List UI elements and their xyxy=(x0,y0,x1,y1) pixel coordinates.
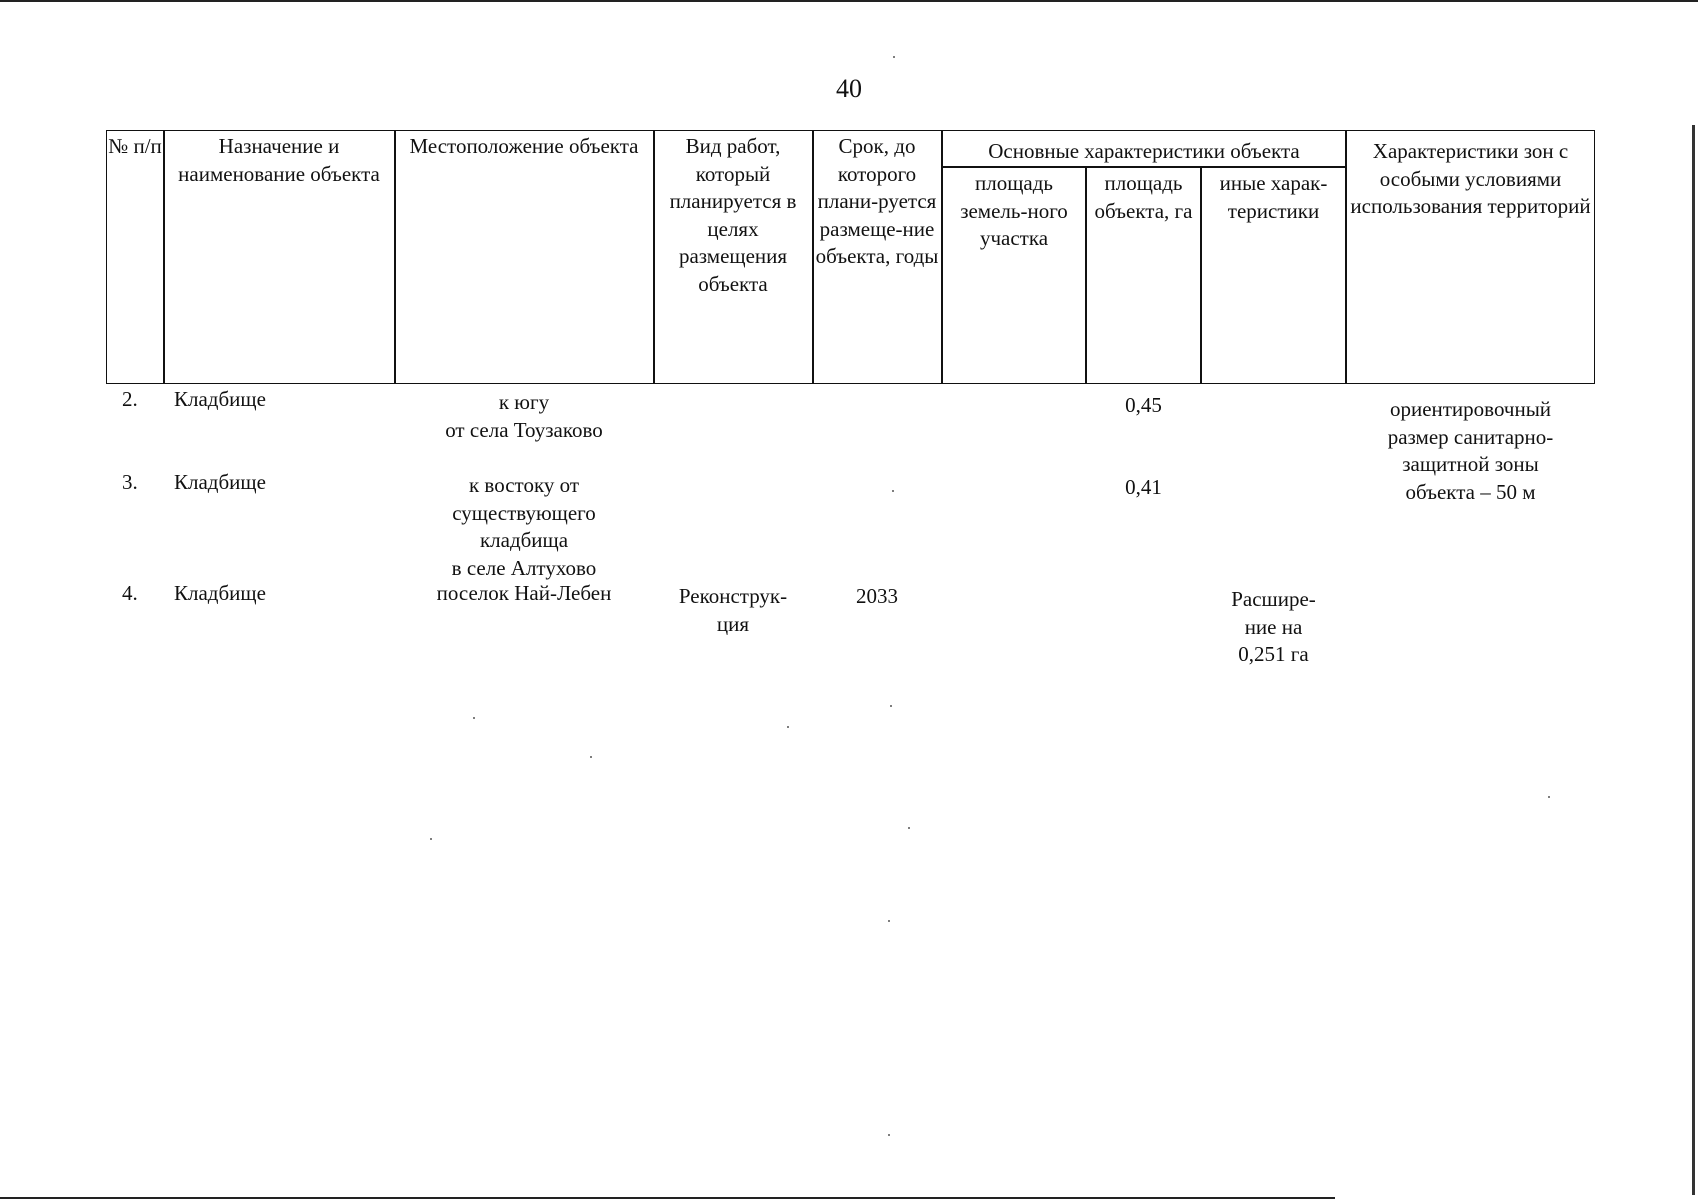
scan-speck xyxy=(888,1134,890,1136)
header-other: иные харак-теристики xyxy=(1219,171,1328,223)
header-term: Срок, до которого плани-руется размеще-ние объекта, годы xyxy=(815,134,939,268)
scan-speck xyxy=(1548,796,1550,798)
header-divider xyxy=(1085,166,1087,384)
header-divider xyxy=(653,130,655,384)
cell-location: поселок Най-Лебен xyxy=(436,581,612,605)
header-divider xyxy=(812,130,814,384)
header-divider xyxy=(1345,130,1347,384)
header-divider xyxy=(163,130,165,384)
scan-speck xyxy=(908,827,910,829)
cell-other: Расшире- ние на 0,251 га xyxy=(1231,587,1316,666)
cell-name: Кладбище xyxy=(174,387,266,411)
scan-speck xyxy=(892,490,894,492)
header-main-characteristics: Основные характеристики объекта xyxy=(988,139,1300,163)
cell-name: Кладбище xyxy=(174,581,266,605)
scan-speck xyxy=(473,717,475,719)
cell-object-area: 0,41 xyxy=(1125,475,1162,499)
header-land-area: площадь земель-ного участка xyxy=(960,171,1068,250)
header-location: Местоположение объекта xyxy=(409,134,639,158)
cell-location: к югу от села Тоузаково xyxy=(445,390,603,442)
header-divider xyxy=(394,130,396,384)
cell-num: 2. xyxy=(122,387,138,411)
scan-edge-right xyxy=(1692,125,1695,1195)
cell-work-type: Реконструк- ция xyxy=(678,584,788,636)
header-subdivider xyxy=(941,166,1345,168)
header-divider xyxy=(941,130,943,384)
scan-speck xyxy=(888,920,890,922)
cell-num: 3. xyxy=(122,470,138,494)
scan-speck xyxy=(430,838,432,840)
cell-num: 4. xyxy=(122,581,138,605)
cell-object-area: 0,45 xyxy=(1125,393,1162,417)
zones-note: ориентировочный размер санитарно- защитной зоны объекта – 50 м xyxy=(1387,397,1554,504)
scan-speck xyxy=(890,705,892,707)
header-divider xyxy=(1200,166,1202,384)
header-work-type: Вид работ, который планируется в целях размещения объекта xyxy=(669,134,797,296)
scan-edge-top xyxy=(0,0,1698,2)
scan-speck xyxy=(787,726,789,728)
cell-term: 2033 xyxy=(856,584,898,608)
page-number: 40 xyxy=(836,74,862,103)
header-name: Назначение и наименование объекта xyxy=(178,134,380,186)
scan-speck xyxy=(893,56,895,58)
scan-edge-bottom xyxy=(0,1197,1335,1199)
header-object-area: площадь объекта, га xyxy=(1094,171,1193,223)
header-zones: Характеристики зон с особыми условиями использования территорий xyxy=(1350,139,1591,218)
cell-name: Кладбище xyxy=(174,470,266,494)
header-num: № п/п xyxy=(108,134,162,158)
scan-speck xyxy=(590,756,592,758)
cell-location: к востоку от существующего кладбища в селе Алтухово xyxy=(451,473,597,580)
